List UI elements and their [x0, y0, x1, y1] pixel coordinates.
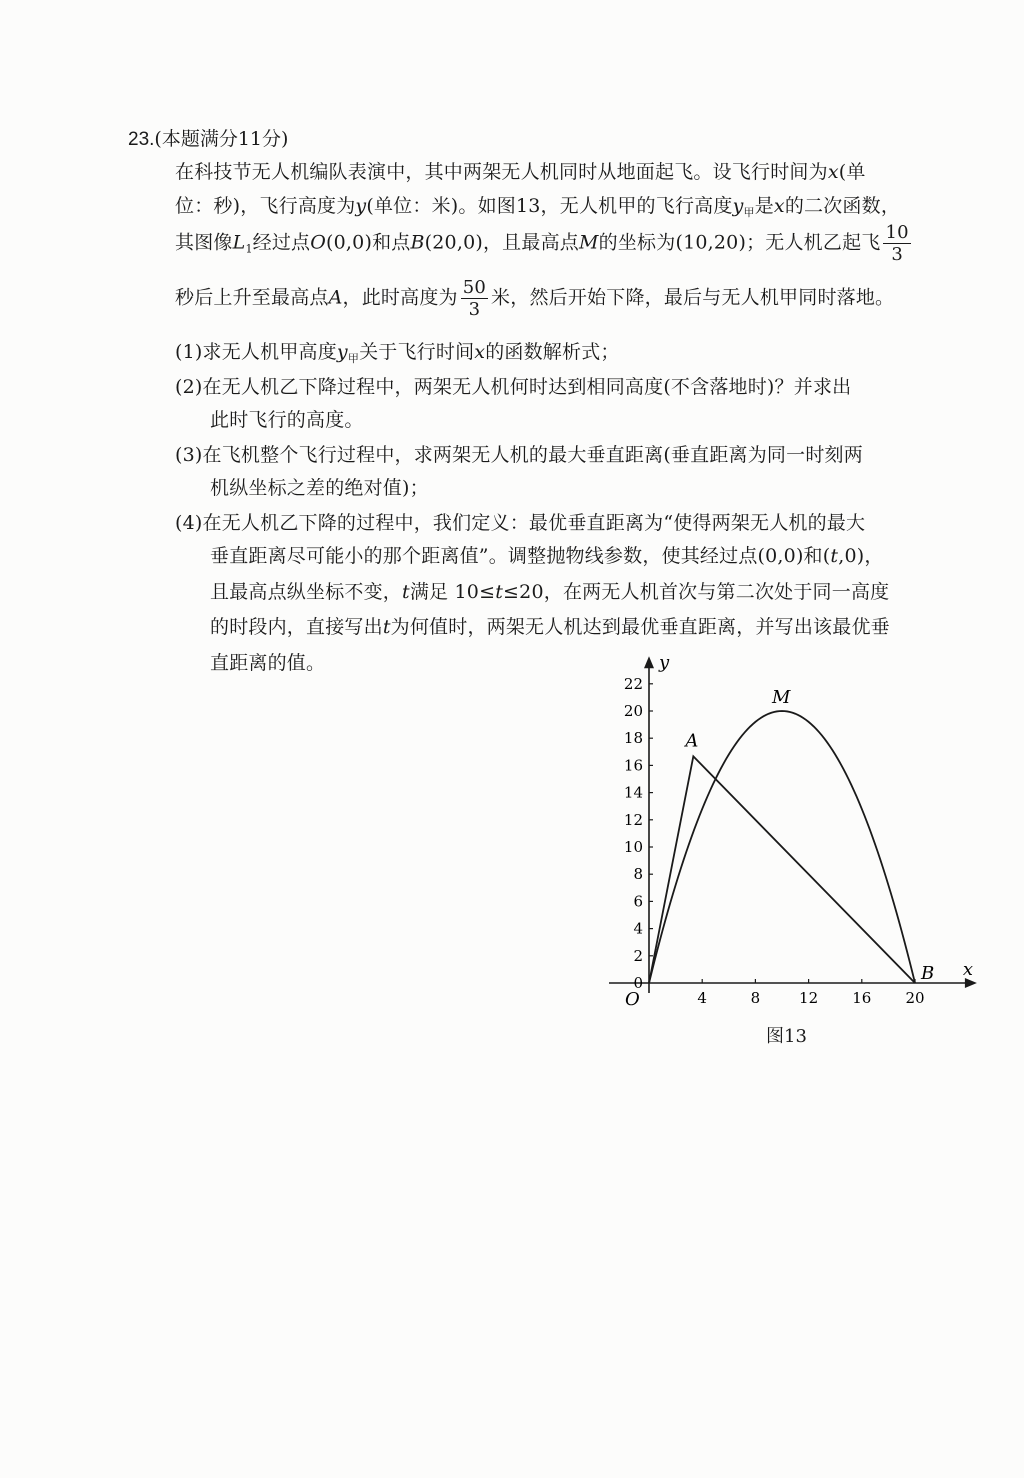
subquestion-2-line-2: 此时飞行的高度。: [210, 409, 364, 431]
subquestion-4-line-5: 直距离的值。: [210, 652, 326, 674]
question-number: 23.: [128, 129, 155, 150]
y-tick-label: 6: [633, 892, 643, 911]
figure-13-chart: [600, 652, 980, 1012]
question-header: [128, 124, 288, 151]
y-tick-label: 4: [633, 919, 643, 938]
x-tick-label: 12: [799, 989, 819, 1007]
y-axis-arrow: [644, 656, 654, 668]
question-points: (本题满分11分): [154, 128, 289, 150]
point-a-label: A: [685, 730, 699, 752]
point-m-label: M: [772, 687, 791, 708]
y-tick-label: 18: [623, 729, 643, 748]
x-tick-label: 16: [852, 989, 872, 1007]
y-tick-label: 8: [633, 865, 643, 884]
y-tick-label: 14: [623, 783, 643, 802]
intro-line-4: 秒后上升至最高点A，此时高度为 $\frac{50}{3}$ 米，然后开始下降，最后与无人机甲同时落地。: [175, 277, 895, 320]
y-tick-label: 10: [623, 838, 643, 856]
fraction-10-3: $\frac{10}{3}$: [885, 222, 909, 265]
subquestion-4-line-1: (4)在无人机乙下降的过程中，我们定义：最优垂直距离为“使得两架无人机的最大: [175, 512, 866, 534]
drone-yi-path: [649, 756, 915, 983]
y-tick-label: 0: [633, 974, 643, 992]
origin-label: O: [625, 989, 640, 1010]
intro-line-1: 在科技节无人机编队表演中，其中两架无人机同时从地面起飞。设飞行时间为x(单: [175, 161, 866, 183]
subquestion-3-line-1: (3)在飞机整个飞行过程中，求两架无人机的最大垂直距离(垂直距离为同一时刻两: [175, 444, 863, 466]
point-b-label: B: [921, 963, 935, 984]
y-tick-label: 22: [623, 674, 643, 693]
x-tick-label: 8: [750, 989, 761, 1007]
y-axis-label: y: [659, 652, 670, 674]
y-tick-label: 16: [623, 756, 643, 775]
y-tick-label: 12: [623, 810, 643, 829]
x-tick-label: 20: [905, 989, 925, 1007]
x-axis-label: x: [962, 959, 974, 980]
subquestion-3-line-2: 机纵坐标之差的绝对值)；: [210, 477, 429, 499]
intro-line-3: 其图像$L_1$经过点O(0,0)和点B(20,0)，且最高点M的坐标为(10,20)；无人机乙起飞 $\frac{10}{3}$: [175, 222, 909, 265]
figure-caption: 图13: [766, 1026, 807, 1047]
subquestion-4-line-3: 且最高点纵坐标不变，t满足 10≤t≤20，在两无人机首次与第二次处于同一高度: [210, 581, 890, 603]
y-tick-label: 20: [623, 702, 643, 720]
subquestion-1: (1)求无人机甲高度$y_甲$关于飞行时间x的函数解析式；: [175, 341, 620, 365]
x-tick-label: 4: [697, 989, 707, 1007]
subquestion-4-line-4: 的时段内，直接写出t为何值时，两架无人机达到最优垂直距离，并写出该最优垂: [210, 616, 890, 638]
subquestion-2-line-1: (2)在无人机乙下降过程中，两架无人机何时达到相同高度(不含落地时)？并求出: [175, 376, 852, 398]
y-tick-label: 2: [633, 946, 643, 965]
subquestion-4-line-2: 垂直距离尽可能小的那个距离值”。调整抛物线参数，使其经过点(0,0)和(t,0)，: [210, 545, 884, 567]
intro-line-2: 位：秒)，飞行高度为y(单位：米)。如图13，无人机甲的飞行高度$y_甲$是x的二次函数，: [175, 195, 901, 219]
fraction-50-3: $\frac{50}{3}$: [462, 277, 487, 320]
